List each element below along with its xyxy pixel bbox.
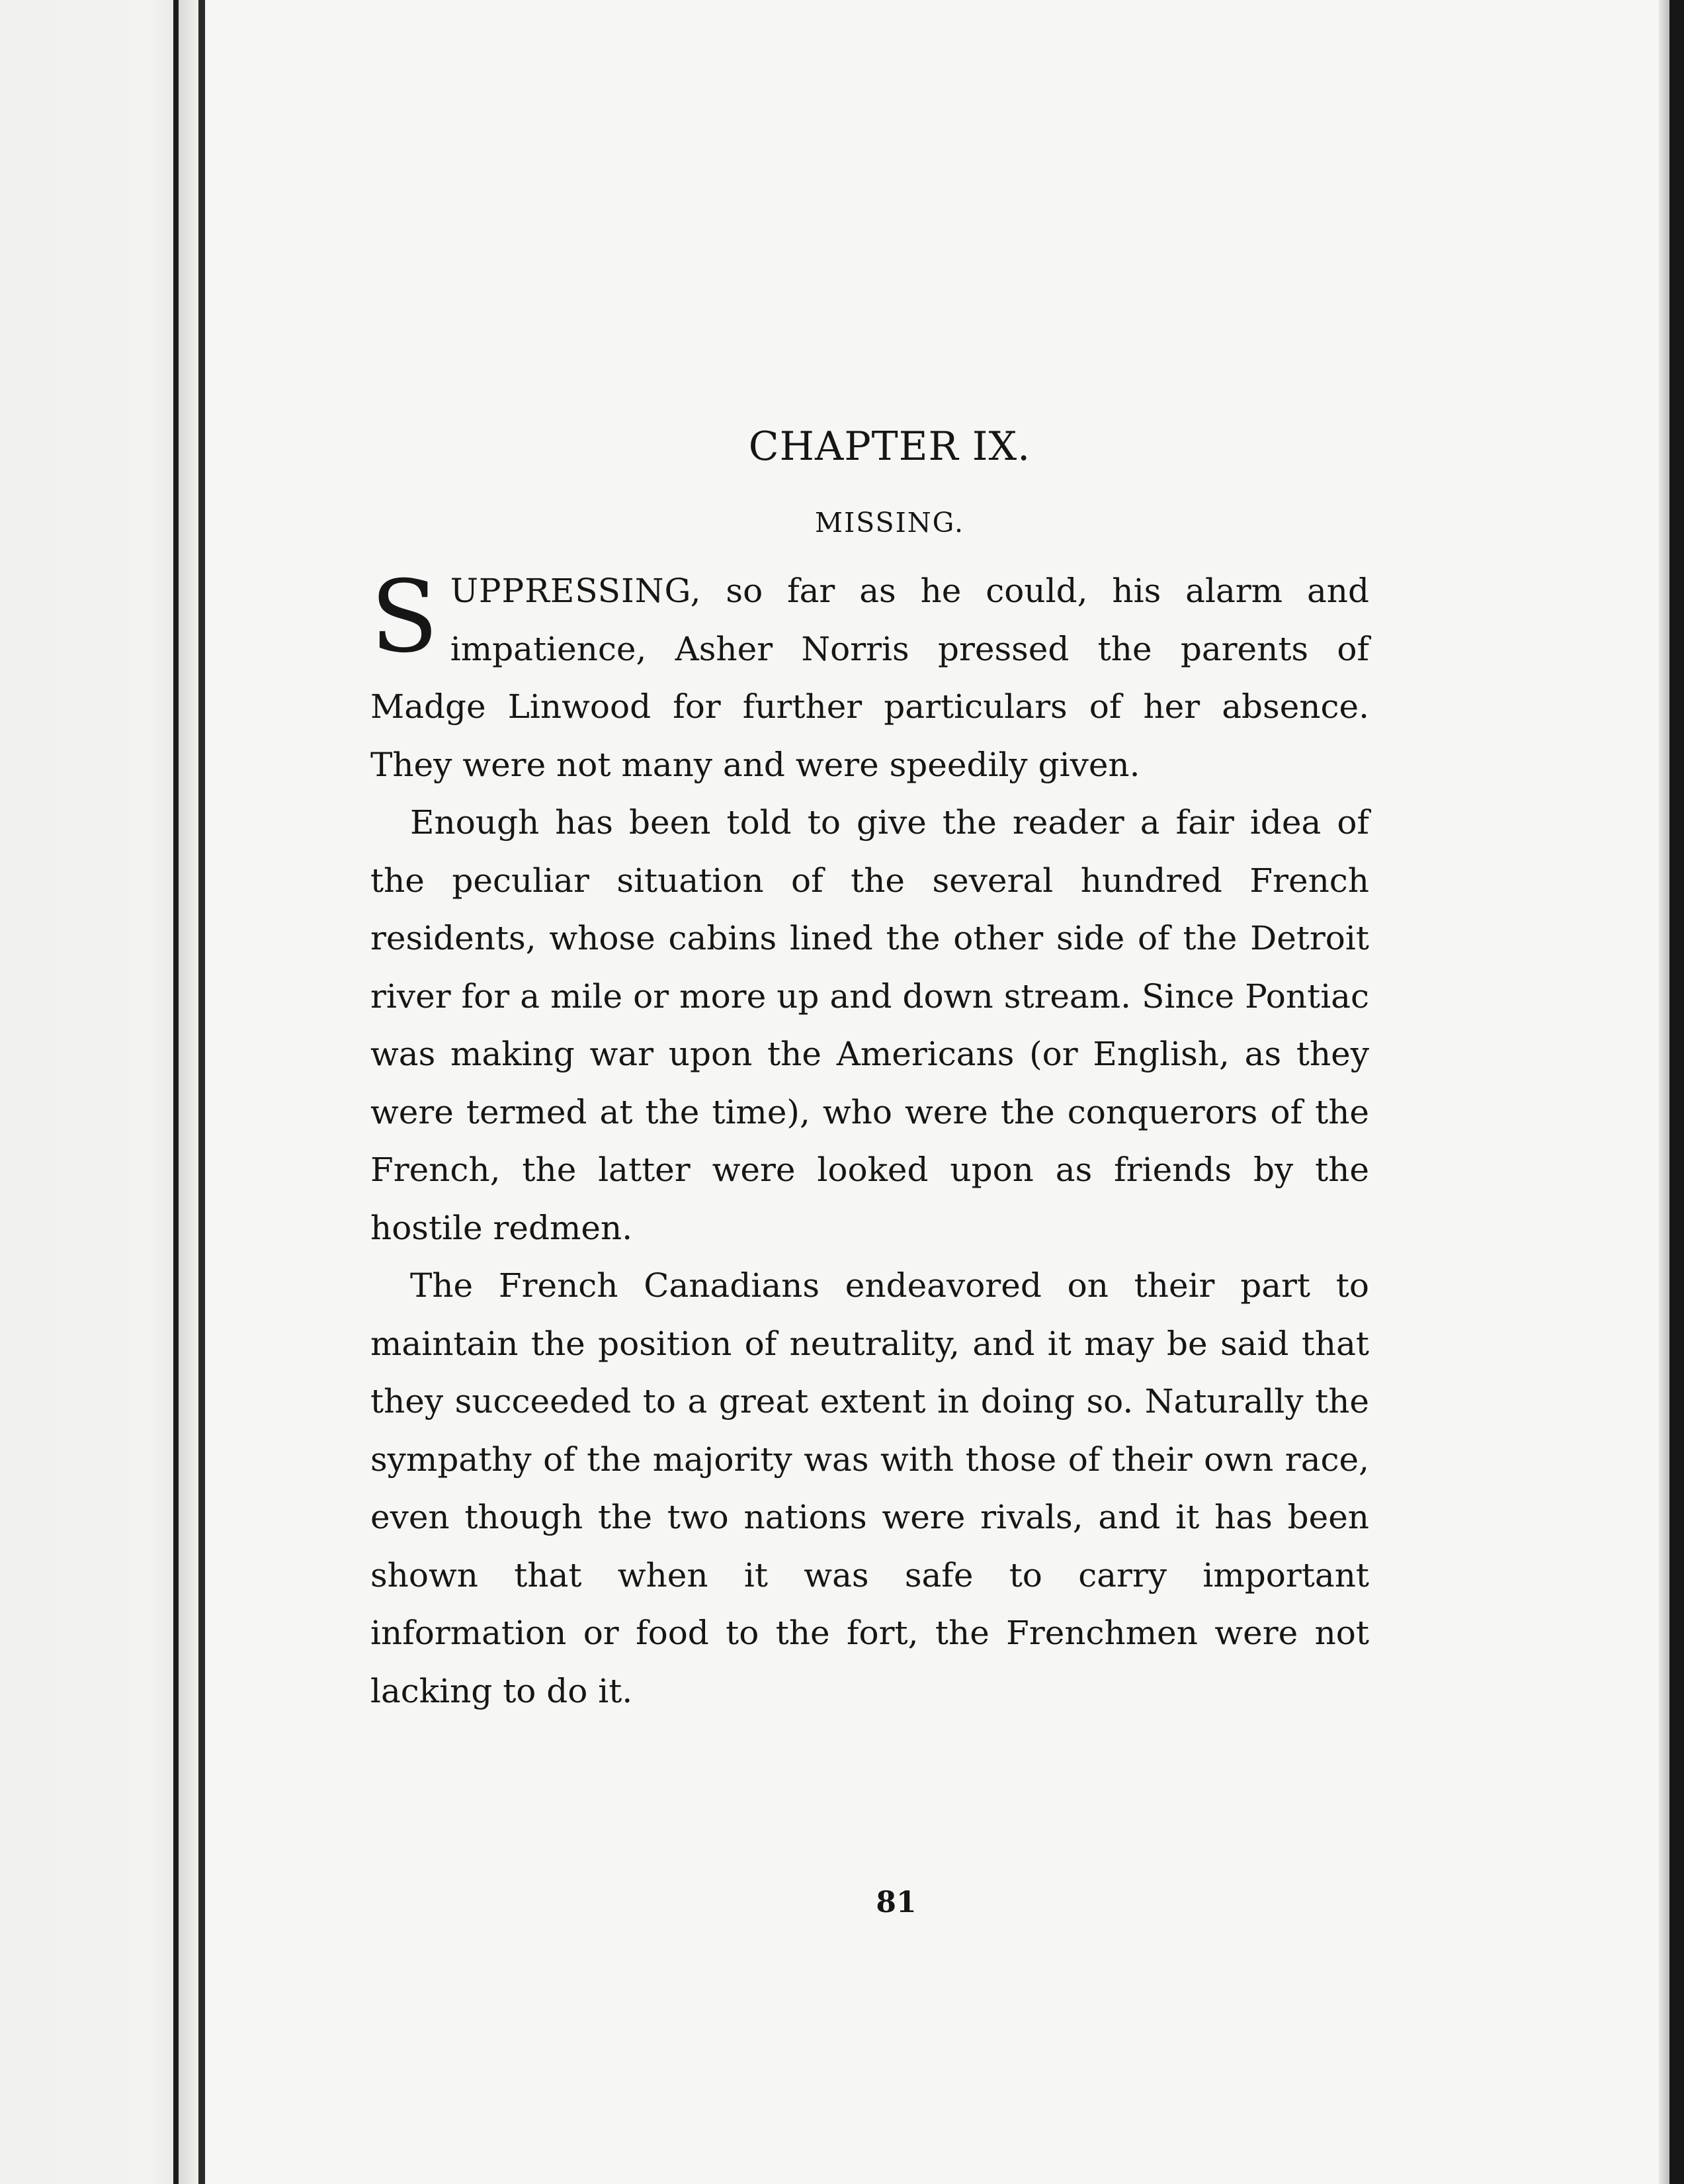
binding-shadow <box>179 0 198 2184</box>
binding-edge-outer <box>173 0 179 2184</box>
book-page <box>370 423 1369 1998</box>
chapter-title: CHAPTER IX. <box>748 423 1031 470</box>
lead-caps: UPPRESSING, <box>450 572 702 610</box>
drop-cap: S <box>370 560 439 675</box>
paragraph-1-text: so far as he could, his alarm and impatience, Asher Norris pressed the parents of Madge Linwood for further particulars of her absence. They were not many and were speedily given. <box>370 572 1369 784</box>
left-margin <box>0 0 185 2184</box>
paragraph-2: Enough has been told to give the reader a fair idea of the peculiar situation of the several hundred French residents, whose cabins lined the other side of the Detroit river for a mile or more up and down stream. Since Pontiac was making war upon the Americans (or English, as they were termed at the time), who were the conquerors of the French, the latter were looked upon as friends by the hostile redmen. <box>370 803 1369 1247</box>
chapter-subtitle: MISSING. <box>814 507 965 539</box>
page-number: 81 <box>876 1886 917 1919</box>
binding-edge-inner <box>198 0 205 2184</box>
page-edge <box>1669 0 1684 2184</box>
paragraph-3: The French Canadians endeavored on their part to maintain the position of neutrality, and it may be said that they succeeded to a great extent in doing so. Naturally the sympathy of the majority was with those of their own race, even though the two nations were rivals, and it has been shown that when it was safe to carry important information or food to the fort, the Frenchmen were not lacking to do it. <box>370 1266 1369 1710</box>
page-edge-shadow <box>1659 0 1669 2184</box>
paragraph-1 <box>370 562 1369 794</box>
